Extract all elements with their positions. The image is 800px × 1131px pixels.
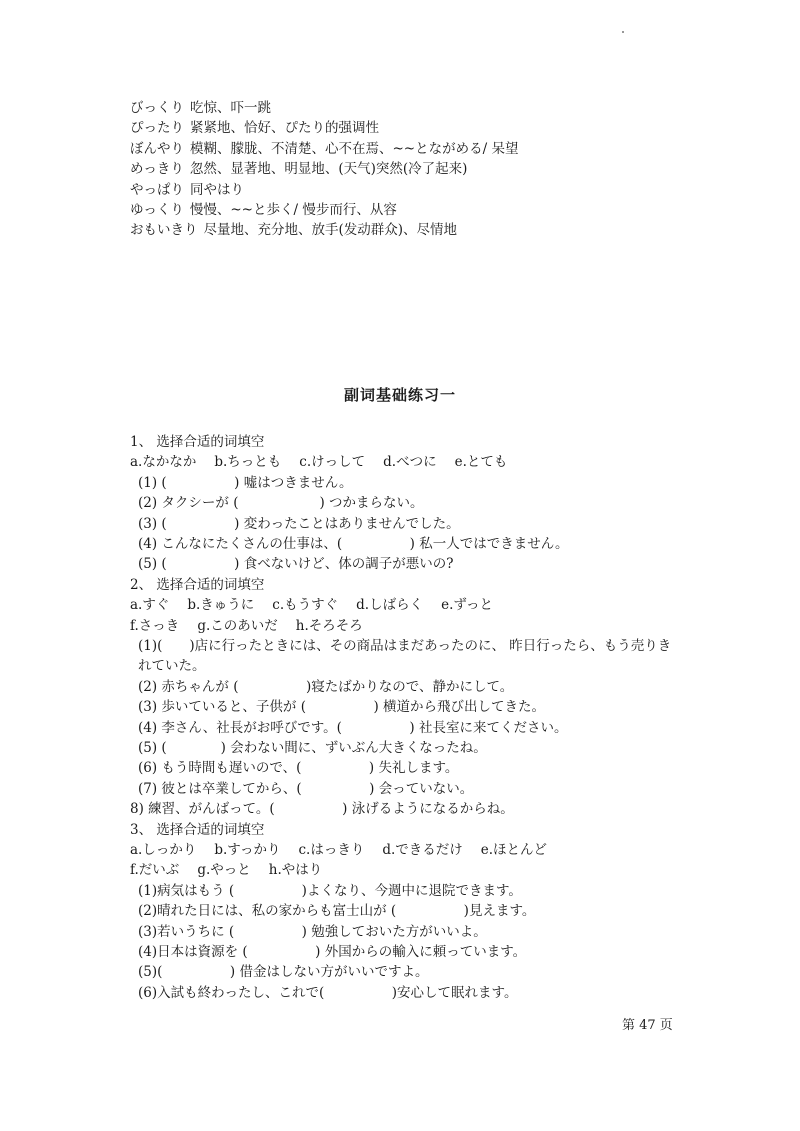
exercise-title: 副词基础练习一 (343, 386, 456, 404)
choice-option: c.もうすぐ (272, 597, 339, 614)
choice-option: c.けっして (299, 454, 366, 471)
choice-row (130, 616, 675, 636)
question: (4) 李さん、社長がお呼びです。( ) 社長室に来てください。 (138, 719, 568, 736)
question: (5) ( ) 会わない間に、ずいぶん大きくなったね。 (138, 740, 487, 757)
vocab-item (130, 200, 690, 220)
choice-option: h.そろそろ (295, 617, 363, 634)
question: (2) 赤ちゃんが ( )寝たばかりなので、静かにして。 (138, 678, 514, 695)
choice-row (130, 595, 675, 615)
section-heading: 2、 选择合适的词填空 (130, 576, 265, 593)
question: (2) タクシーが ( ) つかまらない。 (138, 495, 424, 512)
choice-option: g.このあいだ (197, 617, 278, 634)
choice-row (130, 840, 675, 860)
choice-option: f.さっき (130, 617, 180, 634)
choice-option: b.きゅうに (187, 597, 255, 614)
choice-option: g.やっと (197, 862, 251, 879)
vocab-meaning: 尽量地、充分地、放手(发动群众)、尽情地 (203, 222, 458, 239)
question: (3) 歩いていると、子供が ( ) 横道から飛び出してきた。 (138, 699, 546, 716)
vocab-item (130, 118, 690, 138)
choice-option: a.しっかり (130, 842, 197, 859)
question: (5)( ) 借金はしない方がいいですよ。 (138, 964, 429, 981)
scan-speck (622, 31, 624, 33)
question: (3) ( ) 変わったことはありませんでした。 (138, 515, 460, 532)
question: (4)日本は資源を ( ) 外国からの輸入に頼っています。 (138, 944, 527, 961)
choice-option: e.とても (454, 454, 508, 471)
section-heading: 3、 选择合适的词填空 (130, 821, 265, 838)
vocab-meaning: 模糊、朦胧、不清楚、心不在焉、~~とながめる/ 呆望 (190, 140, 519, 157)
question: (5) ( ) 食べないけど、体の調子が悪いの? (138, 556, 454, 573)
vocab-word: ぴったり (130, 120, 184, 137)
vocab-item (130, 159, 690, 179)
choice-option: e.ほとんど (480, 842, 548, 859)
vocab-list (130, 98, 690, 241)
choice-option: b.すっかり (214, 842, 281, 859)
vocab-meaning: 慢慢、~~と歩く/ 慢步而行、从容 (189, 201, 397, 218)
vocab-item (130, 180, 690, 200)
section-heading: 1、 选择合适的词填空 (130, 434, 265, 450)
vocab-meaning: 紧紧地、恰好、ぴたり的强调性 (190, 120, 379, 137)
question: (6) もう時間も遅いので、( ) 失礼します。 (138, 760, 459, 777)
vocab-word: ぼんやり (130, 140, 184, 157)
exercise-sections (130, 432, 675, 1003)
vocab-word: びっくり (130, 100, 184, 116)
vocab-item (130, 139, 690, 159)
vocab-word: おもいきり (130, 222, 198, 239)
question: (3)若いうちに ( ) 勉強しておいた方がいいよ。 (138, 923, 487, 940)
question: (1)病気はもう ( )よくなり、今週中に退院できます。 (138, 882, 522, 899)
question: (7) 彼とは卒業してから、( ) 会っていない。 (138, 780, 474, 797)
vocab-meaning: 忽然、显著地、明显地、(天气)突然(冷了起来) (189, 161, 468, 178)
choice-row (130, 860, 675, 880)
question: (4) こんなにたくさんの仕事は、( ) 私一人ではできません。 (138, 536, 569, 552)
vocab-word: やっぱり (130, 181, 184, 198)
choice-option: d.できるだけ (382, 842, 463, 859)
question: (1) ( ) 嘘はつきません。 (138, 474, 353, 491)
vocab-meaning: 吃惊、吓一跳 (190, 100, 271, 116)
question: (2)晴れた日には、私の家からも富士山が ( )見えます。 (138, 903, 536, 920)
question: (1)( )店に行ったときには、その商品はまだあったのに、 昨日行ったら、もう売りきれていた。 (138, 637, 672, 675)
question: 8) 練習、がんばって。( ) 泳げるようになるからね。 (130, 801, 514, 818)
vocab-meaning: 同やはり (190, 181, 244, 198)
vocab-word: ゆっくり (130, 201, 184, 218)
vocab-item (130, 98, 690, 118)
vocab-word: めっきり (130, 161, 184, 178)
choice-option: c.はっきり (298, 842, 365, 859)
choice-option: e.ずっと (441, 597, 494, 614)
choice-option: h.やはり (268, 862, 323, 879)
choice-option: d.しばらく (356, 597, 424, 614)
page-number: 第 47 页 (622, 1018, 673, 1033)
choice-option: a.なかなか (130, 454, 197, 471)
choice-option: a.すぐ (130, 597, 170, 614)
choice-row (130, 452, 675, 472)
choice-option: d.べつに (383, 454, 437, 471)
choice-option: f.だいぶ (130, 862, 180, 879)
question: (6)入試も終わったし、これで( )安心して眠れます。 (138, 984, 518, 1001)
choice-option: b.ちっとも (214, 454, 282, 471)
vocab-item (130, 220, 690, 240)
